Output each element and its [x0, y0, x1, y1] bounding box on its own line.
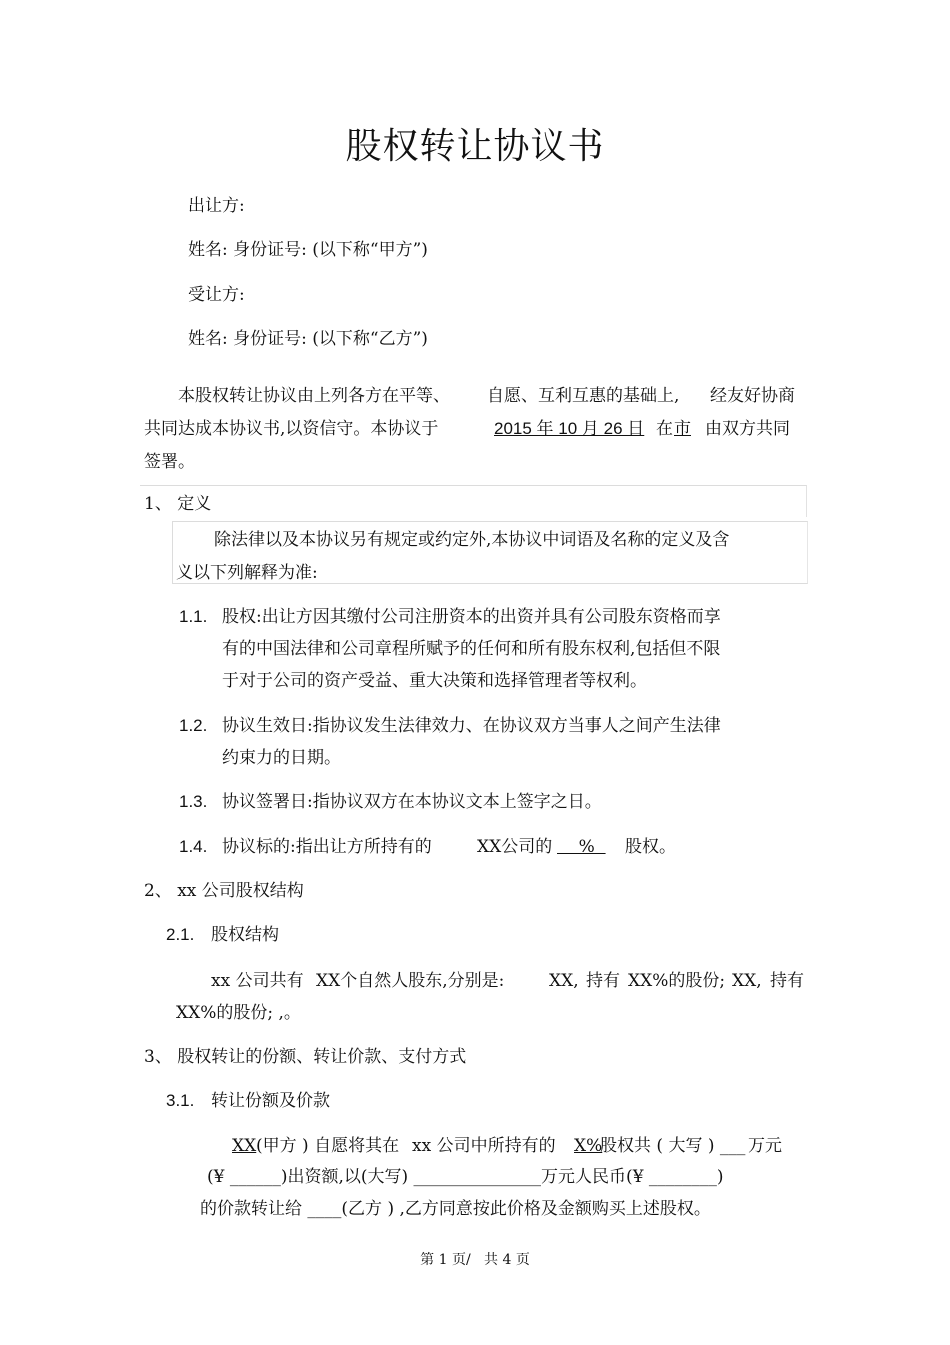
subsection-number: 3.1. [166, 1091, 195, 1110]
transfer-line-1c: xx 公司中所持有的 [412, 1136, 556, 1156]
seller-label: 出让方: [188, 196, 245, 216]
intro-line-1a: 本股权转让协议由上列各方在平等、 [178, 386, 450, 406]
transfer-line-2: (¥ ______)出资额,以(大写) _______________万元人民币(¥ ________) [207, 1167, 724, 1187]
intro-line-2c: 由双方共同 [705, 419, 790, 439]
item-1-4-percent-blank: % [557, 837, 606, 857]
transfer-line-1a: XX [232, 1136, 257, 1156]
intro-line-1c: 经友好协商 [710, 386, 795, 406]
shareholding-line-2: XX%的股份; ,。 [176, 1003, 301, 1023]
buyer-label: 受让方: [188, 285, 245, 305]
item-number: 1.1. [179, 607, 208, 626]
section-1-heading-frame [140, 485, 807, 517]
item-1-4-text-b: XX公司的 [477, 837, 553, 857]
transfer-line-3: 的价款转让给 ____(乙方 ) ,乙方同意按此价格及金额购买上述股权。 [200, 1199, 711, 1219]
seller-id-line: 姓名: 身份证号: (以下称“甲方”) [188, 240, 428, 260]
shareholding-line-1f: XX, [732, 971, 762, 991]
shareholding-line-1b: XX个自然人股东,分别是: [316, 971, 505, 991]
item-1-2-line-2: 约束力的日期。 [222, 748, 341, 768]
item-number: 1.3. [179, 792, 208, 811]
buyer-id-line: 姓名: 身份证号: (以下称“乙方”) [188, 329, 428, 349]
section-3-heading: 3、 股权转让的份额、转让价款、支付方式 [144, 1047, 467, 1067]
section-2-heading: 2、 xx 公司股权结构 [144, 881, 304, 901]
transfer-line-1e: 股权共 ( 大写 ) ___ [600, 1136, 746, 1156]
subsection-2-1-title: 股权结构 [211, 925, 279, 945]
transfer-line-1d: X% [574, 1136, 603, 1156]
page-footer: 第 1 页/ 共 4 页 [420, 1252, 530, 1268]
shareholding-line-1d: 持有 [586, 971, 620, 991]
item-1-1-line-3: 于对于公司的资产受益、重大决策和选择管理者等权利。 [222, 671, 647, 691]
signing-date: 2015 年 10 月 26 日 [494, 419, 645, 438]
item-1-1-line-1: 股权:出让方因其缴付公司注册资本的出资并具有公司股东资格而享 [222, 607, 721, 627]
definition-intro-line-2: 义以下列解释为准: [176, 563, 318, 583]
subsection-3-1-title: 转让份额及价款 [211, 1091, 330, 1111]
item-1-2-line-1: 协议生效日:指协议发生法律效力、在协议双方当事人之间产生法律 [222, 716, 721, 736]
intro-line-2b: 在 [656, 419, 673, 439]
definition-intro-line-1: 除法律以及本协议另有规定或约定外,本协议中词语及名称的定义及含 [214, 530, 730, 550]
subsection-number: 2.1. [166, 925, 195, 944]
document-title: 股权转让协议书 [345, 126, 605, 167]
item-1-3-line-1: 协议签署日:指协议双方在本协议文本上签字之日。 [222, 792, 602, 812]
item-number: 1.4. [179, 837, 208, 856]
shareholding-line-1e: XX%的股份; [628, 971, 726, 991]
item-1-1-line-2: 有的中国法律和公司章程所赋予的任何和所有股东权利,包括但不限 [222, 639, 721, 659]
shareholding-line-1c: XX, [549, 971, 579, 991]
section-1-heading: 1、 定义 [144, 494, 212, 514]
transfer-line-1b: (甲方 ) 自愿将其在 [256, 1136, 400, 1156]
transfer-line-1f: 万元 [748, 1136, 782, 1156]
shareholding-line-1g: 持有 [770, 971, 804, 991]
shareholding-line-1a: xx 公司共有 [211, 971, 304, 991]
signing-city: 市 [674, 419, 691, 439]
intro-line-1b: 自愿、互利互惠的基础上, [487, 386, 680, 406]
intro-line-2a: 共同达成本协议书,以资信守。本协议于 [144, 419, 439, 439]
intro-line-3: 签署。 [144, 452, 195, 472]
item-1-4-text-c: 股权。 [625, 837, 676, 857]
item-1-4-text-a: 协议标的:指出让方所持有的 [222, 837, 432, 857]
item-number: 1.2. [179, 716, 208, 735]
